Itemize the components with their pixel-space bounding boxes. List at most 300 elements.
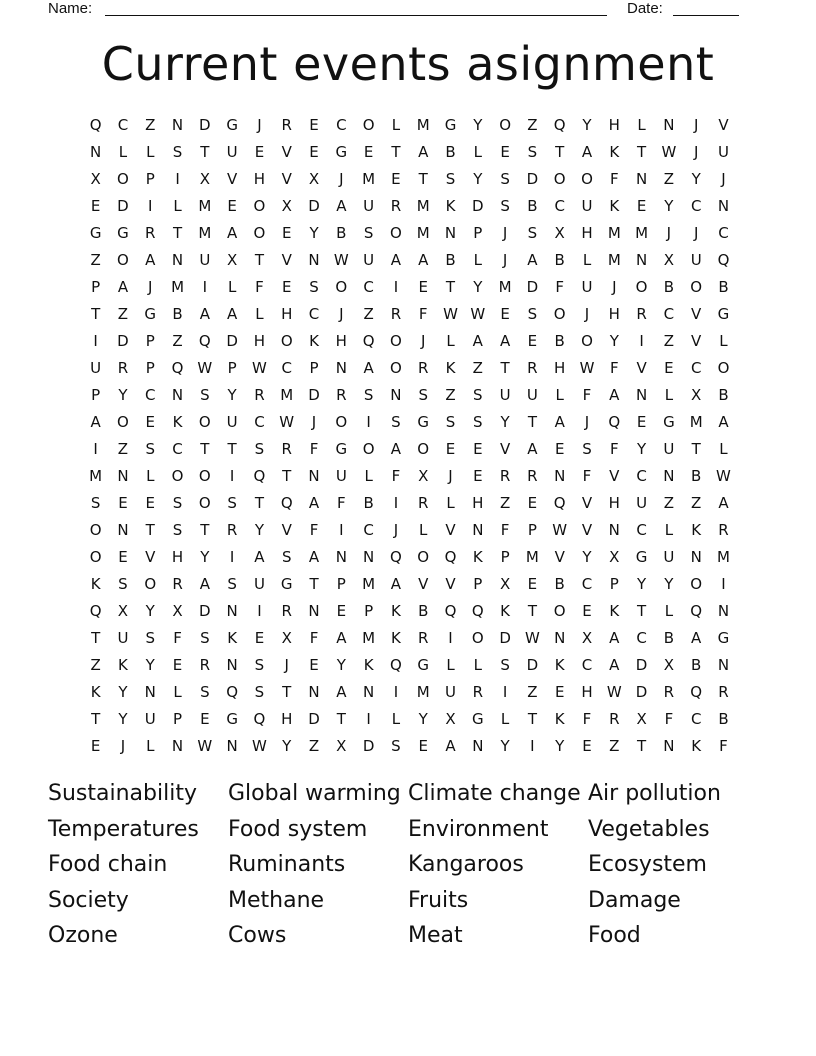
- grid-letter: A: [418, 143, 429, 161]
- grid-letter: J: [693, 224, 699, 242]
- grid-letter: E: [200, 710, 210, 728]
- word-list-item: Sustainability: [48, 781, 197, 806]
- grid-letter: A: [390, 575, 402, 593]
- grid-letter: J: [721, 170, 726, 188]
- grid-letter: E: [473, 440, 483, 458]
- grid-letter: O: [690, 575, 703, 593]
- grid-letter: I: [148, 197, 153, 215]
- grid-letter: O: [499, 116, 511, 134]
- grid-letter: V: [445, 575, 456, 593]
- grid-letter: N: [171, 386, 184, 404]
- grid-letter: B: [445, 143, 456, 161]
- grid-letter: V: [554, 548, 565, 566]
- grid-letter: A: [336, 197, 347, 215]
- grid-letter: U: [363, 251, 375, 269]
- grid-letter: W: [252, 737, 267, 755]
- grid-letter: Q: [471, 602, 484, 620]
- grid-letter: I: [93, 440, 98, 458]
- grid-letter: S: [527, 224, 538, 242]
- grid-letter: T: [637, 602, 647, 620]
- grid-letter: L: [173, 197, 182, 215]
- grid-letter: K: [554, 656, 565, 674]
- grid-letter: M: [416, 683, 430, 701]
- grid-letter: G: [335, 143, 348, 161]
- grid-letter: C: [145, 386, 156, 404]
- grid-letter: R: [199, 656, 211, 674]
- grid-letter: K: [691, 521, 702, 539]
- grid-letter: A: [527, 440, 538, 458]
- grid-letter: T: [445, 278, 456, 296]
- grid-letter: S: [254, 656, 265, 674]
- grid-letter: F: [309, 440, 319, 458]
- grid-row: [82, 382, 738, 409]
- grid-letter: S: [227, 494, 237, 512]
- grid-row: [82, 301, 738, 328]
- grid-letter: Y: [500, 413, 510, 431]
- grid-letter: F: [500, 521, 510, 539]
- grid-letter: X: [281, 629, 292, 647]
- grid-letter: T: [637, 737, 647, 755]
- grid-letter: R: [472, 683, 484, 701]
- grid-letter: E: [309, 143, 319, 161]
- grid-letter: Z: [445, 386, 456, 404]
- grid-letter: P: [91, 386, 101, 404]
- grid-letter: L: [664, 521, 674, 539]
- grid-letter: C: [581, 575, 593, 593]
- grid-letter: R: [390, 305, 402, 323]
- grid-letter: Y: [555, 737, 565, 755]
- grid-letter: L: [473, 143, 482, 161]
- grid-letter: N: [554, 629, 566, 647]
- grid-letter: S: [445, 413, 456, 431]
- grid-letter: R: [336, 386, 347, 404]
- grid-letter: Z: [527, 683, 538, 701]
- grid-letter: M: [498, 278, 512, 296]
- grid-letter: L: [473, 656, 482, 674]
- grid-letter: F: [582, 710, 592, 728]
- grid-letter: B: [363, 494, 374, 512]
- grid-letter: G: [280, 575, 293, 593]
- grid-letter: M: [717, 548, 730, 566]
- grid-letter: C: [117, 116, 129, 134]
- grid-letter: E: [90, 197, 101, 215]
- grid-letter: L: [473, 251, 482, 269]
- grid-letter: Z: [90, 656, 101, 674]
- grid-letter: Z: [527, 116, 538, 134]
- grid-letter: T: [200, 143, 210, 161]
- grid-letter: C: [554, 197, 565, 215]
- grid-row: [82, 652, 738, 679]
- grid-letter: Q: [253, 467, 266, 485]
- grid-letter: C: [663, 305, 675, 323]
- grid-letter: W: [716, 467, 731, 485]
- grid-letter: L: [173, 683, 182, 701]
- grid-letter: T: [91, 305, 101, 323]
- grid-row: [82, 571, 738, 598]
- grid-letter: Y: [609, 332, 619, 350]
- grid-letter: T: [691, 440, 701, 458]
- grid-letter: S: [254, 683, 265, 701]
- grid-letter: J: [693, 143, 699, 161]
- grid-letter: V: [418, 575, 429, 593]
- grid-letter: Q: [280, 494, 293, 512]
- grid-letter: T: [336, 710, 346, 728]
- grid-letter: E: [172, 656, 183, 674]
- grid-letter: T: [200, 521, 210, 539]
- grid-letter: R: [499, 467, 511, 485]
- grid-letter: W: [443, 305, 458, 323]
- grid-letter: E: [500, 143, 510, 161]
- grid-letter: C: [363, 278, 374, 296]
- grid-letter: V: [581, 494, 593, 512]
- grid-letter: L: [227, 278, 237, 296]
- grid-letter: U: [253, 575, 265, 593]
- grid-letter: L: [391, 710, 401, 728]
- grid-letter: B: [554, 575, 565, 593]
- grid-letter: O: [362, 440, 375, 458]
- grid-letter: T: [309, 575, 319, 593]
- grid-letter: Y: [118, 683, 128, 701]
- grid-letter: E: [90, 737, 101, 755]
- grid-letter: F: [664, 710, 674, 728]
- grid-letter: O: [89, 521, 102, 539]
- grid-letter: C: [172, 440, 183, 458]
- grid-letter: J: [339, 170, 344, 188]
- grid-letter: E: [527, 494, 538, 512]
- grid-letter: C: [254, 413, 265, 431]
- grid-letter: V: [581, 521, 593, 539]
- grid-letter: W: [661, 143, 677, 161]
- grid-letter: G: [717, 305, 730, 323]
- grid-letter: H: [281, 710, 293, 728]
- grid-letter: J: [284, 656, 289, 674]
- grid-letter: R: [145, 224, 156, 242]
- grid-letter: L: [719, 332, 728, 350]
- grid-letter: D: [199, 116, 211, 134]
- grid-letter: L: [419, 521, 428, 539]
- grid-letter: O: [198, 413, 211, 431]
- grid-letter: N: [717, 656, 730, 674]
- word-list-item: Ruminants: [228, 852, 346, 877]
- grid-letter: U: [717, 143, 729, 161]
- grid-letter: L: [118, 143, 128, 161]
- grid-letter: A: [418, 251, 429, 269]
- letter-grid: [82, 112, 738, 760]
- grid-letter: Q: [198, 332, 211, 350]
- grid-letter: N: [472, 521, 484, 539]
- grid-letter: I: [721, 575, 726, 593]
- grid-letter: O: [117, 251, 129, 269]
- grid-letter: F: [582, 386, 592, 404]
- grid-letter: B: [691, 467, 702, 485]
- grid-letter: S: [172, 143, 183, 161]
- grid-letter: Y: [145, 602, 155, 620]
- grid-letter: O: [253, 224, 266, 242]
- grid-letter: R: [117, 359, 129, 377]
- grid-letter: A: [336, 683, 347, 701]
- grid-letter: X: [308, 170, 320, 188]
- grid-letter: F: [309, 521, 319, 539]
- grid-letter: S: [281, 548, 292, 566]
- grid-letter: R: [609, 710, 620, 728]
- grid-letter: S: [391, 737, 401, 755]
- grid-letter: Y: [118, 710, 128, 728]
- grid-letter: X: [172, 602, 183, 620]
- grid-letter: K: [390, 629, 401, 647]
- grid-letter: N: [117, 521, 129, 539]
- grid-letter: S: [172, 494, 183, 512]
- grid-letter: K: [227, 629, 238, 647]
- grid-letter: J: [502, 224, 508, 242]
- grid-letter: C: [363, 521, 374, 539]
- grid-letter: N: [171, 737, 184, 755]
- grid-letter: N: [554, 467, 566, 485]
- grid-letter: N: [308, 467, 320, 485]
- grid-letter: S: [145, 440, 155, 458]
- grid-letter: Z: [117, 305, 129, 323]
- grid-letter: Z: [90, 251, 101, 269]
- grid-letter: J: [584, 305, 590, 323]
- grid-letter: R: [281, 116, 292, 134]
- grid-letter: N: [717, 602, 730, 620]
- grid-letter: O: [390, 224, 402, 242]
- grid-letter: L: [582, 251, 592, 269]
- grid-letter: U: [663, 440, 675, 458]
- grid-letter: W: [197, 359, 213, 377]
- grid-letter: P: [91, 278, 101, 296]
- grid-letter: A: [554, 413, 565, 431]
- grid-row: [82, 679, 738, 706]
- grid-letter: H: [253, 332, 266, 350]
- grid-letter: Q: [444, 602, 457, 620]
- grid-letter: L: [446, 332, 455, 350]
- grid-letter: V: [281, 251, 292, 269]
- grid-letter: B: [663, 278, 675, 296]
- grid-letter: Y: [282, 737, 292, 755]
- grid-letter: V: [636, 359, 647, 377]
- grid-letter: U: [636, 494, 648, 512]
- grid-letter: N: [308, 602, 320, 620]
- grid-letter: N: [363, 683, 375, 701]
- grid-letter: O: [335, 413, 348, 431]
- grid-letter: I: [366, 710, 371, 728]
- word-list-item: Environment: [408, 816, 549, 842]
- grid-letter: B: [554, 251, 565, 269]
- grid-letter: G: [226, 710, 238, 728]
- grid-letter: F: [173, 629, 182, 647]
- grid-letter: L: [146, 737, 155, 755]
- grid-letter: O: [471, 629, 484, 647]
- grid-letter: N: [363, 548, 375, 566]
- grid-letter: L: [146, 467, 155, 485]
- grid-letter: K: [445, 197, 456, 215]
- grid-letter: C: [636, 467, 647, 485]
- grid-letter: W: [552, 521, 568, 539]
- grid-letter: S: [90, 494, 101, 512]
- grid-letter: P: [227, 359, 237, 377]
- grid-letter: G: [417, 656, 430, 674]
- grid-letter: U: [445, 683, 456, 701]
- grid-letter: F: [719, 737, 728, 755]
- grid-letter: R: [226, 521, 238, 539]
- header: [48, 0, 748, 20]
- grid-letter: B: [527, 197, 538, 215]
- grid-letter: E: [636, 413, 647, 431]
- grid-letter: K: [90, 683, 101, 701]
- grid-letter: S: [582, 440, 592, 458]
- grid-letter: A: [117, 278, 129, 296]
- grid-letter: C: [281, 359, 292, 377]
- grid-letter: K: [691, 737, 702, 755]
- grid-letter: F: [609, 440, 619, 458]
- grid-letter: H: [608, 494, 620, 512]
- grid-letter: M: [89, 467, 103, 485]
- grid-letter: X: [663, 251, 675, 269]
- grid-letter: I: [448, 629, 453, 647]
- grid-row: [82, 490, 738, 517]
- grid-letter: X: [581, 629, 593, 647]
- grid-letter: C: [718, 224, 729, 242]
- grid-letter: G: [417, 413, 430, 431]
- grid-letter: Y: [145, 656, 155, 674]
- grid-letter: D: [472, 197, 484, 215]
- grid-letter: D: [635, 683, 648, 701]
- word-list-item: Meat: [408, 923, 463, 948]
- grid-letter: A: [390, 440, 402, 458]
- grid-letter: A: [581, 143, 593, 161]
- grid-letter: F: [609, 170, 619, 188]
- grid-letter: G: [444, 116, 457, 134]
- grid-letter: C: [690, 710, 702, 728]
- grid-row: [82, 355, 738, 382]
- grid-letter: H: [581, 224, 593, 242]
- grid-letter: R: [718, 521, 729, 539]
- grid-letter: Q: [444, 548, 457, 566]
- grid-letter: K: [554, 710, 565, 728]
- grid-letter: A: [718, 494, 729, 512]
- grid-row: [82, 706, 738, 733]
- grid-letter: T: [91, 629, 101, 647]
- grid-letter: P: [309, 359, 319, 377]
- word-list-item: Damage: [588, 887, 681, 913]
- grid-letter: L: [391, 116, 401, 134]
- grid-letter: O: [417, 548, 430, 566]
- grid-letter: L: [664, 386, 674, 404]
- grid-letter: R: [718, 683, 729, 701]
- grid-letter: K: [609, 602, 620, 620]
- grid-letter: N: [444, 224, 457, 242]
- grid-letter: D: [526, 656, 539, 674]
- grid-letter: W: [579, 359, 595, 377]
- grid-letter: J: [257, 116, 262, 134]
- grid-letter: C: [690, 197, 702, 215]
- grid-letter: E: [554, 683, 565, 701]
- grid-letter: K: [390, 602, 401, 620]
- grid-letter: H: [608, 116, 620, 134]
- grid-letter: E: [363, 143, 374, 161]
- grid-letter: A: [718, 413, 729, 431]
- grid-letter: U: [690, 251, 702, 269]
- grid-letter: I: [229, 467, 235, 485]
- grid-letter: S: [445, 170, 456, 188]
- grid-letter: I: [366, 413, 371, 431]
- grid-row: [82, 409, 738, 436]
- grid-letter: P: [173, 710, 183, 728]
- grid-letter: N: [717, 197, 730, 215]
- grid-letter: J: [339, 305, 344, 323]
- grid-letter: A: [390, 251, 402, 269]
- grid-letter: A: [254, 548, 265, 566]
- grid-letter: E: [418, 278, 428, 296]
- grid-letter: T: [527, 602, 537, 620]
- grid-letter: N: [635, 386, 648, 404]
- grid-letter: E: [500, 305, 510, 323]
- grid-letter: C: [336, 116, 347, 134]
- grid-letter: Z: [499, 494, 511, 512]
- grid-letter: T: [254, 494, 265, 512]
- grid-letter: T: [500, 359, 510, 377]
- word-list: [48, 776, 768, 954]
- grid-letter: S: [254, 440, 265, 458]
- grid-letter: D: [308, 197, 320, 215]
- grid-letter: E: [118, 494, 128, 512]
- grid-letter: S: [418, 386, 428, 404]
- grid-letter: M: [607, 251, 621, 269]
- grid-letter: N: [226, 602, 238, 620]
- grid-letter: A: [199, 305, 210, 323]
- grid-letter: M: [525, 548, 539, 566]
- grid-letter: Q: [89, 116, 102, 134]
- grid-letter: N: [335, 359, 347, 377]
- grid-letter: E: [145, 413, 155, 431]
- grid-letter: Z: [472, 359, 483, 377]
- grid-row: [82, 517, 738, 544]
- grid-letter: K: [609, 143, 620, 161]
- grid-letter: O: [581, 332, 593, 350]
- grid-letter: I: [175, 170, 180, 188]
- grid-letter: A: [691, 629, 702, 647]
- grid-letter: U: [581, 278, 593, 296]
- grid-letter: O: [553, 602, 566, 620]
- grid-letter: X: [554, 224, 565, 242]
- grid-letter: X: [90, 170, 101, 188]
- grid-letter: B: [445, 251, 456, 269]
- grid-letter: A: [227, 305, 238, 323]
- grid-letter: O: [253, 197, 266, 215]
- grid-letter: E: [309, 116, 319, 134]
- grid-letter: E: [227, 197, 237, 215]
- grid-letter: Y: [473, 116, 483, 134]
- grid-letter: T: [282, 467, 292, 485]
- grid-letter: M: [280, 386, 294, 404]
- grid-letter: O: [690, 278, 703, 296]
- grid-letter: A: [499, 332, 511, 350]
- grid-letter: S: [200, 683, 210, 701]
- grid-letter: P: [145, 359, 155, 377]
- grid-letter: X: [499, 575, 511, 593]
- grid-letter: L: [446, 494, 455, 512]
- grid-letter: A: [609, 386, 620, 404]
- grid-letter: W: [279, 413, 295, 431]
- grid-letter: W: [197, 737, 213, 755]
- grid-letter: K: [363, 656, 374, 674]
- grid-letter: D: [117, 197, 129, 215]
- grid-letter: B: [691, 656, 702, 674]
- grid-letter: P: [145, 332, 155, 350]
- grid-letter: I: [393, 683, 399, 701]
- grid-letter: V: [609, 467, 620, 485]
- grid-letter: N: [308, 683, 320, 701]
